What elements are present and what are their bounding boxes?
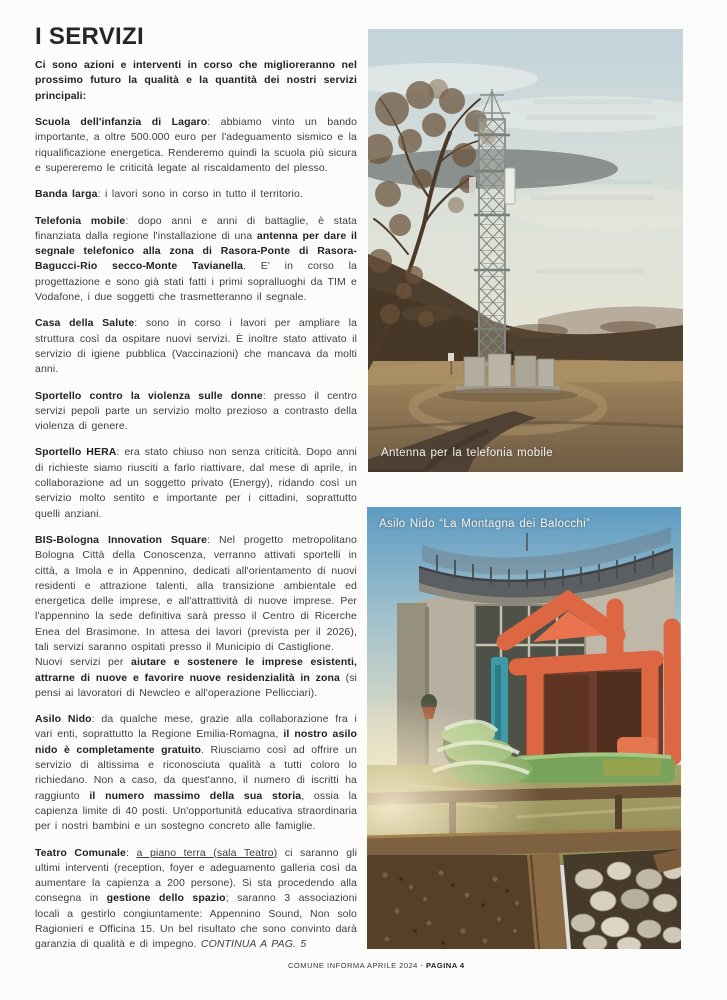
paragraph-scuola-infanzia: Scuola dell'infanzia di Lagaro: abbiamo vinto un bando importante, a oltre 500.000 euro per l'adeguamento sismico e la riqualificazione energetica. Renderemo quindi la scuola più sicura e supereremo le criticità legate al riscaldamento del plesso. [35,116,358,174]
footer-issue: COMUNE INFORMA APRILE 2024 - [288,961,424,970]
photo-asilo-nido [367,507,681,949]
page-title: I SERVIZI [35,23,144,50]
paragraph-sportello-violenza: Sportello contro la violenza sulle donne: presso il centro servizi pepoli parte un servizio molto prezioso a contrasto della violenza di genere. [35,389,357,433]
paragraph-intro: Ci sono azioni e interventi in corso che miglioreranno nel prossimo futuro la qualità e la quantità dei nostri servizi principali: [35,59,357,102]
paragraph-teatro-comunale: Teatro Comunale: a piano terra (sala Teatro) ci saranno gli ultimi interventi (reception, foyer e adeguamento galleria così da aumentare la capienza a 200 persone). Si sta procedendo alla consegna in gestione dello spazio; saranno 3 associazioni locali a gestirlo congiuntamente: Appennino Sound, Non solo Ragionieri e Officina 15. Un bel risultato che sono convinto darà garanzia di qualità e di impegno. CONTINUA A PAG. 5 [35,846,357,951]
paragraph-bis-bologna: BIS-Bologna Innovation Square: Nel progetto metropolitano Bologna Città della Conoscenza, verranno attivati sportelli in città, a Imola e in Appennino, dedicati all'orientamento di nuovi residenti e attrazione talenti, alla transizione ambientale ed energetica delle imprese, e all'attrattività di nuove imprese. Per l'appennino la sede definitiva sarà presso il Centro di Ricerche Enea del Brasimone. In attesa dei lavori (prevista per il 2026), tali servizi saranno ospitati presso il Municipio di Castiglione. [35,533,357,653]
footer-page-number: PAGINA 4 [425,961,465,970]
paragraph-casa-della-salute: Casa della Salute: sono in corso i lavori per ampliare la struttura così da ospitare nuovi servizi. È inoltre stato attivato il servizio di igiene pubblica (Vaccinazioni) che mancava da molti anni. [35,317,357,376]
paragraph-nuovi-servizi: Nuovi servizi per aiutare e sostenere le imprese esistenti, attrarne di nuove e favorire nuove residenzialità in zona (si pensi ai lavoratori di Newcleo e all'operazione Pellicciari). [35,656,357,699]
photo-caption-asilo: Asilo Nido “La Montagna dei Balocchi” [379,518,591,530]
asilo-photo-illustration [367,507,681,949]
photo-antenna-tower [368,29,683,472]
photo-caption-antenna: Antenna per la telefonia mobile [381,447,553,459]
paragraph-telefonia-mobile: Telefonia mobile: dopo anni e anni di battaglie, è stata finanziata dalla regione l'installazione di una antenna per dare il segnale telefonico alla zona di Rasora-Ponte di Rasora-Bagucci-Rio secco-Monte Tavianella. E' in corso la progettazione e sono già stati fatti i primi sopralluoghi da TIM e Vodafone, i due soggetti che trasmetteranno il segnale. [35,214,357,304]
paragraph-asilo-nido: Asilo Nido: da qualche mese, grazie alla collaborazione fra i vari enti, soprattutto la Regione Emilia-Romagna, il nostro asilo nido è completamente gratuito. Riusciamo così ad offrire un servizio di altissima e riconosciuta qualità a tutti coloro lo richiedano. Non a caso, da quest'anno, il numero di iscritti ha raggiunto il numero massimo della sua storia, ossia la capienza limite di 40 posti. Un'opportunità educativa straordinaria per i nostri bambini e un sostegno concreto alle famiglie. [35,713,357,833]
article-body [35,58,357,952]
antenna-photo-illustration [368,29,683,472]
article-column [35,24,357,953]
page-footer [288,961,465,970]
paragraph-banda-larga: Banda larga: i lavori sono in corso in tutto il territorio. [35,188,303,201]
paragraph-sportello-hera: Sportello HERA: era stato chiuso non senza criticità. Dopo anni di richieste siamo riusciti a farlo riattivare, dal mese di aprile, in collaborazione ad un soggetto privato (Energy), ridando così un servizio molto sentito e importante per i cittadini, soprattutto quelli anziani. [35,446,357,520]
